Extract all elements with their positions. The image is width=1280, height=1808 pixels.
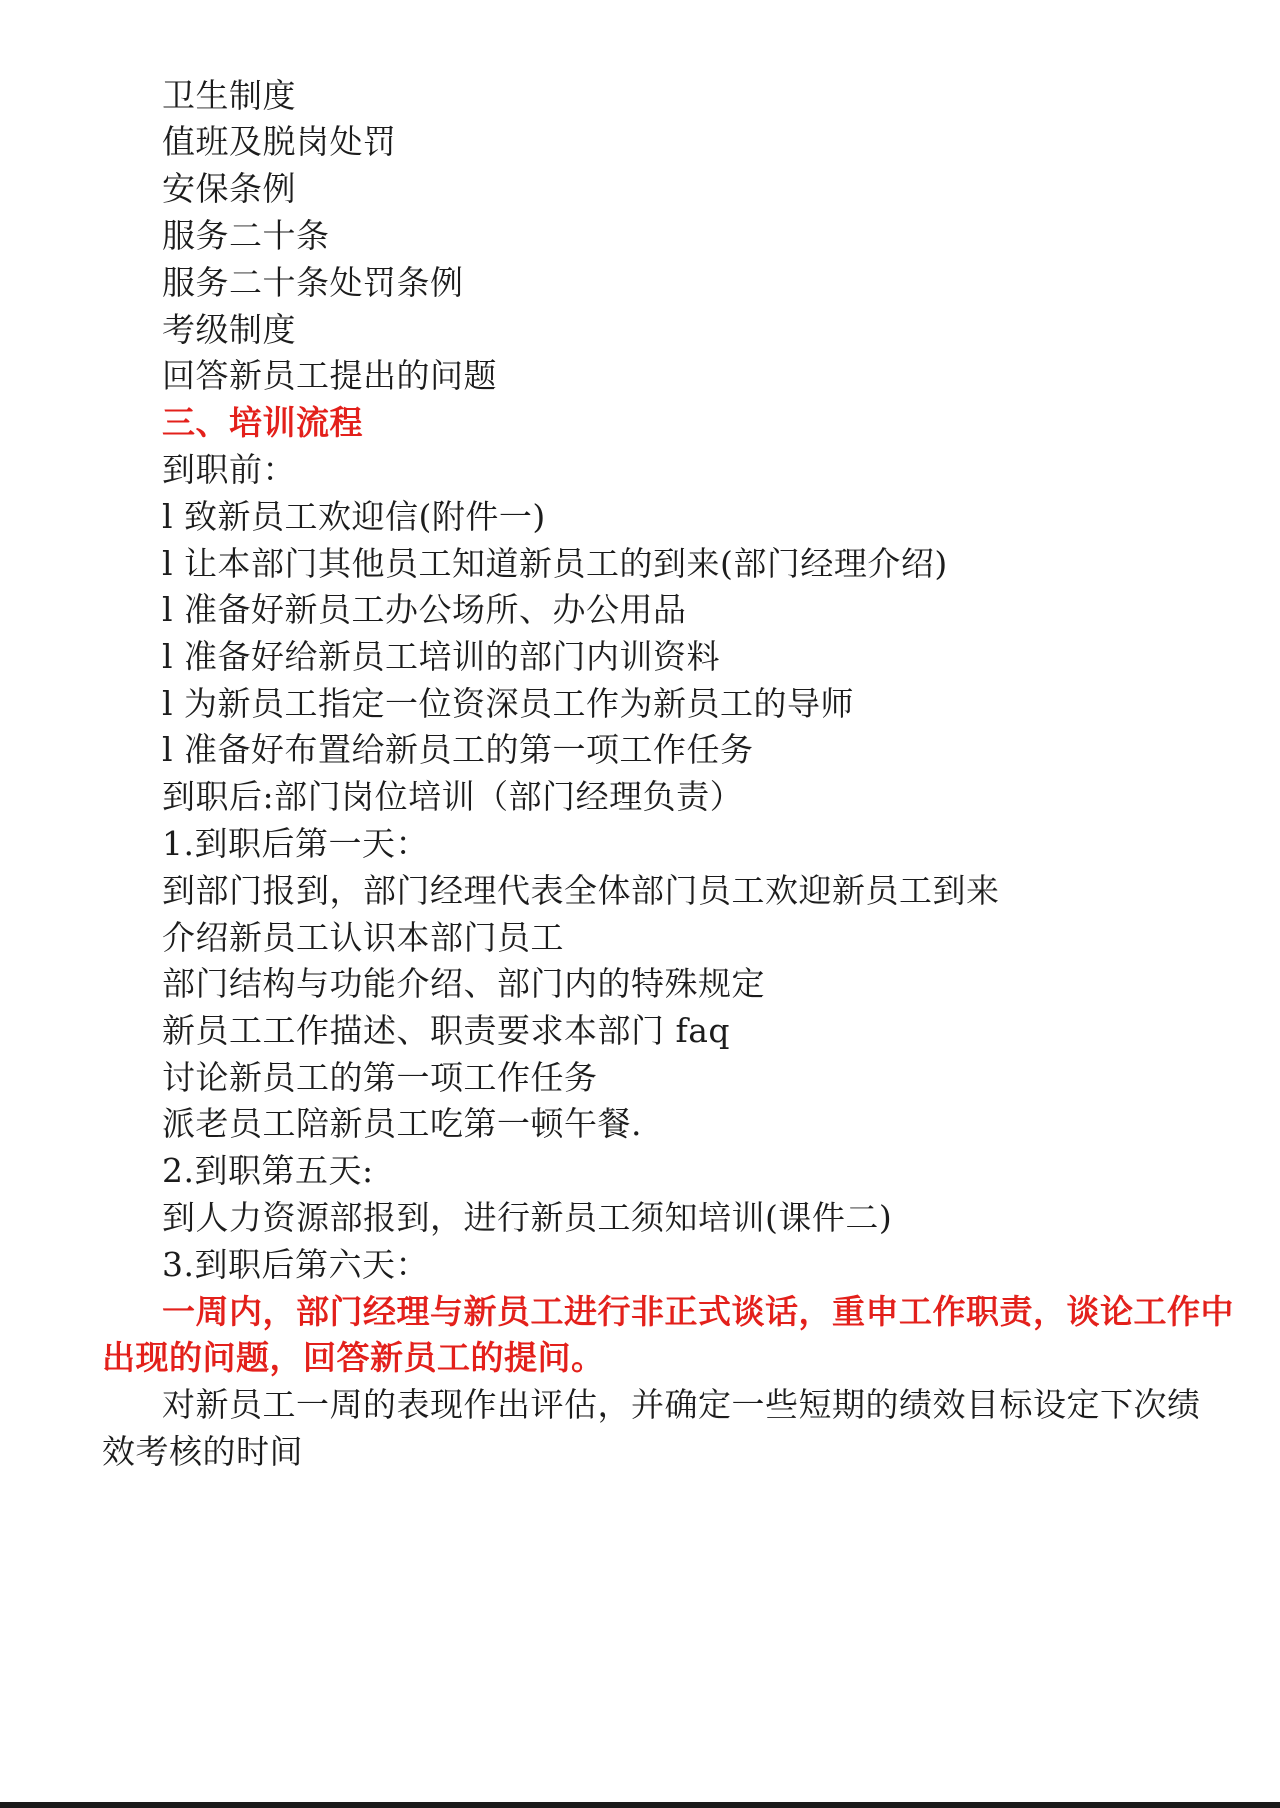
item-service-penalty: 服务二十条处罚条例 xyxy=(162,263,464,302)
day1-item: 新员工工作描述、职责要求本部门 faq xyxy=(162,1011,731,1050)
day5-label: 2.到职第五天: xyxy=(162,1151,374,1190)
before-arrival-bullet: l 准备好给新员工培训的部门内训资料 xyxy=(162,637,721,676)
item-hygiene-rules: 卫生制度 xyxy=(162,76,296,115)
item-answer-questions: 回答新员工提出的问题 xyxy=(162,356,497,395)
item-service-twenty: 服务二十条 xyxy=(162,216,330,255)
day6-label: 3.到职后第六天： xyxy=(162,1245,429,1284)
bottom-border xyxy=(0,1802,1280,1808)
day6-highlight-line: 出现的问题，回答新员工的提问。 xyxy=(102,1338,605,1377)
day1-item: 部门结构与功能介绍、部门内的特殊规定 xyxy=(162,964,765,1003)
day1-item: 介绍新员工认识本部门员工 xyxy=(162,918,564,957)
day1-item: 到部门报到，部门经理代表全体部门员工欢迎新员工到来 xyxy=(162,871,1000,910)
before-arrival-label: 到职前： xyxy=(162,450,296,489)
day5-item: 到人力资源部报到，进行新员工须知培训(课件二) xyxy=(162,1198,893,1237)
day6-paragraph-line: 效考核的时间 xyxy=(102,1432,303,1471)
item-security-rules: 安保条例 xyxy=(162,169,296,208)
before-arrival-bullet: l 准备好新员工办公场所、办公用品 xyxy=(162,590,687,629)
after-arrival-label: 到职后:部门岗位培训（部门经理负责） xyxy=(162,777,744,816)
day6-highlight-line: 一周内，部门经理与新员工进行非正式谈话，重申工作职责，谈论工作中 xyxy=(162,1292,1234,1331)
day1-label: 1.到职后第一天： xyxy=(162,824,429,863)
before-arrival-bullet: l 为新员工指定一位资深员工作为新员工的导师 xyxy=(162,684,855,723)
item-duty-penalty: 值班及脱岗处罚 xyxy=(162,122,397,161)
item-grading-system: 考级制度 xyxy=(162,310,296,349)
before-arrival-bullet: l 让本部门其他员工知道新员工的到来(部门经理介绍) xyxy=(162,544,948,583)
day1-item: 派老员工陪新员工吃第一顿午餐. xyxy=(162,1104,642,1143)
section-heading: 三、培训流程 xyxy=(162,403,363,442)
before-arrival-bullet: l 准备好布置给新员工的第一项工作任务 xyxy=(162,730,754,769)
day6-paragraph-line: 对新员工一周的表现作出评估，并确定一些短期的绩效目标设定下次绩 xyxy=(162,1385,1201,1424)
before-arrival-bullet: l 致新员工欢迎信(附件一) xyxy=(162,497,546,536)
day1-item: 讨论新员工的第一项工作任务 xyxy=(162,1058,598,1097)
